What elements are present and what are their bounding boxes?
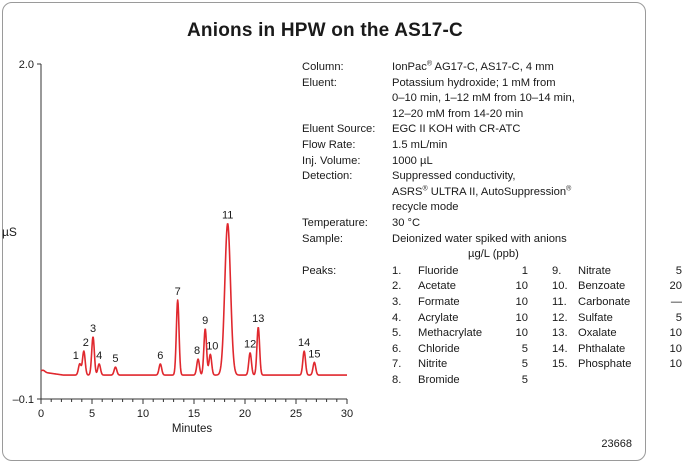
condition-value bbox=[392, 154, 638, 170]
peak-concentration: 5 bbox=[675, 264, 682, 277]
peak-number: 10. bbox=[552, 280, 568, 293]
peak-label: 11 bbox=[221, 209, 234, 222]
peak-concentration: 5 bbox=[675, 311, 682, 324]
peak-row bbox=[392, 279, 552, 295]
peak-number: 2. bbox=[392, 280, 402, 293]
peak-label: 7 bbox=[174, 286, 181, 299]
condition-value-line: 1.5 mL/min bbox=[392, 138, 448, 151]
peak-name: Bromide bbox=[418, 373, 460, 386]
peak-concentration: 10 bbox=[515, 280, 528, 293]
conditions-panel bbox=[302, 60, 682, 388]
peak-label: 9 bbox=[202, 314, 209, 327]
peak-name: Methacrylate bbox=[418, 327, 483, 340]
peak-label: 4 bbox=[96, 349, 103, 362]
peak-name: Carbonate bbox=[578, 295, 631, 308]
peak-concentration: 10 bbox=[515, 295, 528, 308]
peak-number: 3. bbox=[392, 295, 402, 308]
x-tick-label: 25 bbox=[289, 408, 303, 420]
peak-label: 1 bbox=[72, 349, 79, 362]
x-axis-label: Minutes bbox=[171, 423, 213, 435]
peak-number: 14. bbox=[552, 342, 568, 355]
peak-row bbox=[552, 279, 682, 295]
x-tick-label: 20 bbox=[238, 408, 252, 420]
peak-number: 8. bbox=[392, 373, 402, 386]
peak-number: 15. bbox=[552, 358, 568, 371]
condition-value bbox=[392, 122, 638, 138]
peak-concentration: 5 bbox=[521, 373, 528, 386]
peak-name: Nitrate bbox=[578, 264, 611, 277]
peaks-column-1 bbox=[392, 264, 552, 389]
peak-label: 6 bbox=[157, 349, 164, 362]
peak-label: 8 bbox=[194, 345, 201, 358]
peak-number: 5. bbox=[392, 327, 402, 340]
peak-row bbox=[552, 342, 682, 358]
condition-row bbox=[302, 169, 638, 216]
condition-label: Detection: bbox=[302, 170, 353, 183]
condition-value-line: 1000 µL bbox=[392, 154, 433, 167]
peak-name: Nitrite bbox=[418, 358, 448, 371]
peak-label: 12 bbox=[243, 338, 257, 351]
concentration-unit: µg/L (ppb) bbox=[468, 248, 519, 261]
condition-row bbox=[302, 232, 638, 248]
x-tick-label: 30 bbox=[340, 408, 354, 420]
peak-row bbox=[552, 295, 682, 311]
peak-name: Phosphate bbox=[578, 358, 632, 371]
peak-label: 15 bbox=[308, 348, 321, 361]
y-axis-label: µS bbox=[2, 225, 17, 239]
peaks-column-2 bbox=[552, 264, 682, 389]
condition-value bbox=[392, 76, 638, 123]
peak-name: Acetate bbox=[418, 280, 456, 293]
condition-row bbox=[302, 138, 638, 154]
condition-row bbox=[302, 76, 638, 123]
peak-name: Chloride bbox=[418, 342, 460, 355]
peak-concentration: 5 bbox=[521, 342, 528, 355]
peak-row bbox=[392, 357, 552, 373]
peak-name: Formate bbox=[418, 295, 460, 308]
condition-value-line: IonPac® AG17-C, AS17-C, 4 mm bbox=[392, 60, 554, 73]
peak-concentration: 1 bbox=[521, 264, 528, 277]
x-tick-label: 15 bbox=[187, 408, 201, 420]
peak-concentration: — bbox=[670, 295, 682, 308]
condition-value-line: Deionized water spiked with anions bbox=[392, 232, 567, 245]
peak-number: 12. bbox=[552, 311, 568, 324]
peak-concentration: 10 bbox=[515, 311, 528, 324]
peak-row bbox=[552, 264, 682, 280]
condition-label: Flow Rate: bbox=[302, 138, 356, 151]
condition-label: Sample: bbox=[302, 232, 344, 245]
condition-value-line: EGC II KOH with CR-ATC bbox=[392, 123, 521, 136]
condition-label: Column: bbox=[302, 61, 344, 73]
peak-label: 3 bbox=[89, 322, 97, 335]
peak-number: 1. bbox=[392, 264, 402, 277]
peak-label: 2 bbox=[82, 337, 89, 350]
peak-row bbox=[392, 342, 552, 358]
peak-concentration: 10 bbox=[669, 327, 682, 340]
condition-value-line: recycle mode bbox=[392, 201, 459, 214]
condition-label: Inj. Volume: bbox=[302, 154, 361, 167]
peak-name: Fluoride bbox=[418, 264, 459, 277]
figure-id: 23668 bbox=[601, 438, 632, 450]
condition-value-line: ASRS® ULTRA II, AutoSuppression® bbox=[392, 185, 572, 198]
y-tick-label: –0.1 bbox=[12, 394, 34, 406]
condition-label: Temperature: bbox=[302, 216, 368, 229]
x-tick-label: 10 bbox=[136, 408, 150, 420]
condition-value-line: 12–20 mM from 14-20 min bbox=[392, 107, 524, 120]
peak-row bbox=[552, 311, 682, 327]
peak-name: Benzoate bbox=[578, 280, 626, 293]
chart-title: Anions in HPW on the AS17-C bbox=[187, 20, 463, 41]
peak-row bbox=[392, 264, 552, 280]
condition-value-line: Potassium hydroxide; 1 mM from bbox=[392, 76, 556, 89]
peak-label: 13 bbox=[252, 313, 265, 326]
peak-name: Phthalate bbox=[578, 342, 626, 355]
peaks-label: Peaks: bbox=[302, 264, 337, 277]
peak-concentration: 20 bbox=[669, 280, 682, 293]
condition-value-line: Suppressed conductivity, bbox=[392, 170, 516, 183]
condition-row bbox=[302, 122, 638, 138]
condition-value bbox=[392, 60, 638, 76]
peak-concentration: 5 bbox=[521, 358, 528, 371]
condition-row bbox=[302, 216, 638, 232]
condition-value bbox=[392, 138, 638, 154]
x-tick-label: 5 bbox=[88, 408, 96, 420]
peak-concentration: 10 bbox=[669, 358, 682, 371]
condition-value bbox=[392, 169, 638, 216]
peak-number: 11. bbox=[552, 295, 567, 308]
y-tick-label: 2.0 bbox=[18, 59, 34, 71]
condition-value bbox=[392, 232, 638, 248]
condition-value bbox=[392, 216, 638, 232]
condition-value-line: 30 °C bbox=[392, 216, 421, 229]
condition-label: Eluent: bbox=[302, 76, 337, 89]
peak-concentration: 10 bbox=[669, 342, 682, 355]
peak-label: 5 bbox=[112, 353, 119, 366]
condition-label: Eluent Source: bbox=[302, 123, 376, 136]
peak-row bbox=[392, 373, 552, 389]
peak-number: 4. bbox=[392, 311, 402, 324]
condition-value-line: 0–10 min, 1–12 mM from 10–14 min, bbox=[392, 92, 575, 105]
peak-row bbox=[392, 326, 552, 342]
peak-row bbox=[552, 326, 682, 342]
peak-number: 13. bbox=[552, 327, 568, 340]
peak-row bbox=[392, 311, 552, 327]
peak-name: Acrylate bbox=[418, 311, 459, 324]
peak-number: 9. bbox=[552, 264, 562, 277]
condition-row bbox=[302, 60, 638, 76]
peak-number: 7. bbox=[392, 358, 402, 371]
peak-concentration: 10 bbox=[515, 327, 528, 340]
condition-row bbox=[302, 154, 638, 170]
peak-label: 10 bbox=[206, 340, 219, 353]
peak-label: 14 bbox=[298, 337, 311, 350]
peak-name: Oxalate bbox=[578, 327, 617, 340]
peaks-table bbox=[302, 264, 682, 389]
peak-number: 6. bbox=[392, 342, 402, 355]
peak-name: Sulfate bbox=[578, 311, 613, 324]
x-tick-label: 0 bbox=[37, 408, 45, 420]
peak-row bbox=[392, 295, 552, 311]
peak-row bbox=[552, 357, 682, 373]
